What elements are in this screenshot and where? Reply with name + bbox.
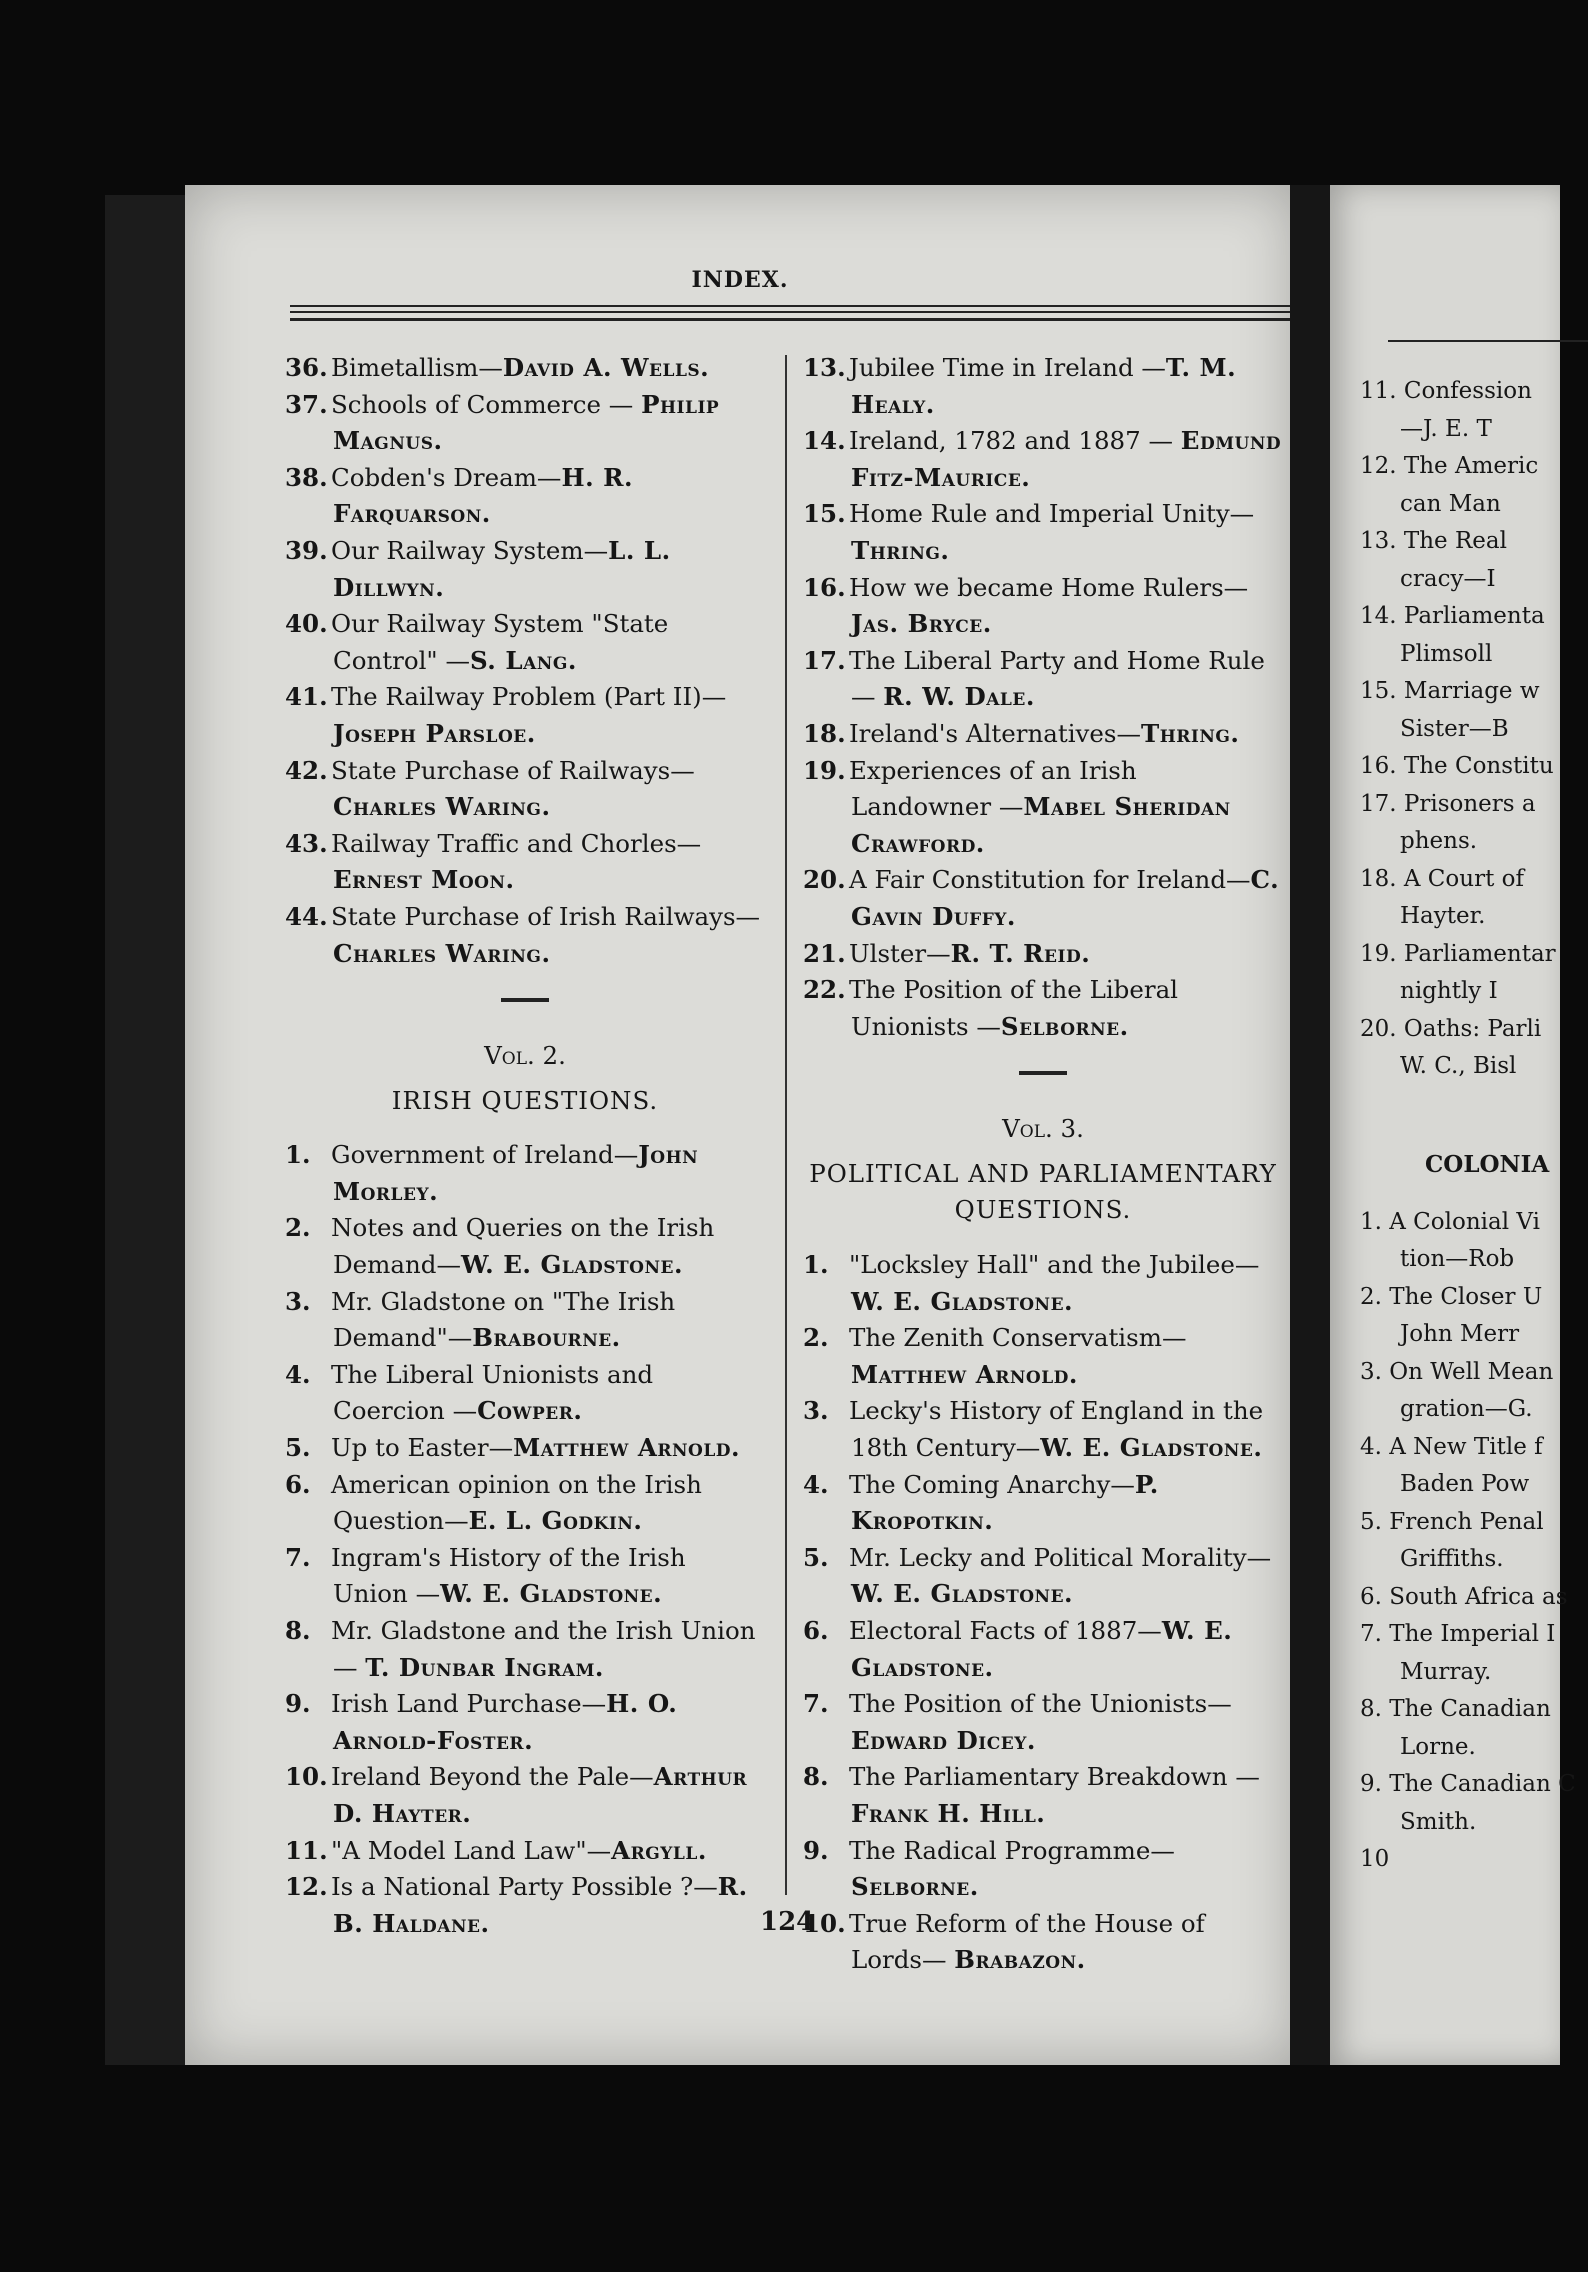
index-entry (285, 533, 765, 606)
adjacent-page-line: 12. The Americ (1360, 453, 1539, 479)
adjacent-page-line: 7. The Imperial I (1360, 1621, 1556, 1647)
index-entry (803, 716, 1283, 753)
entry-author: W. E. Gladstone. (440, 1579, 663, 1609)
entry-number: 44. (285, 901, 328, 931)
section-separator (501, 998, 549, 1002)
entry-title: Home Rule and Imperial Unity— (849, 499, 1255, 529)
entry-author: W. E. Gladstone. (851, 1616, 1233, 1682)
entry-number: 16. (803, 572, 846, 602)
index-entry (803, 1759, 1283, 1832)
entry-title: The Liberal Unionists and Coercion — (331, 1359, 654, 1426)
entry-number: 10. (803, 1908, 846, 1938)
entry-author: Selborne. (1000, 1011, 1129, 1041)
header-rule-top (290, 305, 1290, 307)
adjacent-page-line: 9. The Canadian C (1360, 1771, 1576, 1797)
entry-number: 9. (803, 1835, 829, 1865)
entry-number: 42. (285, 755, 328, 785)
index-entry (803, 570, 1283, 643)
index-entry (285, 1686, 765, 1759)
adjacent-page-line: 13. The Real (1360, 528, 1507, 554)
entry-title: True Reform of the House of Lords— (849, 1908, 1205, 1975)
entry-number: 6. (285, 1469, 311, 1499)
entry-number: 1. (285, 1140, 311, 1170)
adjacent-page-line: Hayter. (1400, 903, 1486, 929)
adjacent-page-line: Lorne. (1400, 1733, 1476, 1760)
entry-number: 7. (285, 1542, 311, 1572)
index-entry (803, 936, 1283, 973)
entry-title: The Coming Anarchy— (849, 1469, 1135, 1499)
entry-title: Up to Easter— (331, 1433, 514, 1463)
entry-title: Cobden's Dream— (331, 462, 562, 492)
vol2-heading: IRISH QUESTIONS. (391, 1085, 659, 1115)
entry-number: 3. (285, 1286, 311, 1316)
adjacent-page-line: Plimsoll (1400, 640, 1493, 667)
entry-title: Ireland, 1782 and 1887 — (849, 426, 1181, 456)
adjacent-page-line: 20. Oaths: Parli (1360, 1015, 1542, 1042)
adjacent-page-line: 11. Confession (1360, 378, 1532, 404)
adjacent-page-line: 15. Marriage w (1360, 678, 1540, 704)
index-entry (285, 1869, 765, 1942)
entry-author: Selborne. (851, 1872, 979, 1902)
entry-number: 43. (285, 828, 328, 858)
entry-number: 8. (285, 1616, 311, 1645)
adjacent-page-line: 1. A Colonial Vi (1360, 1208, 1540, 1235)
adjacent-page-line: phens. (1400, 828, 1478, 854)
adjacent-page-line: —J. E. T (1400, 415, 1492, 442)
index-entry (285, 350, 765, 387)
entry-author: Thring. (1140, 718, 1240, 748)
entry-author: Brabourne. (472, 1323, 621, 1353)
adjacent-page-fragment (1330, 185, 1576, 2065)
index-entry (803, 1247, 1283, 1320)
right-entry-list (803, 350, 1283, 1045)
entry-author: T. M. Healy. (851, 353, 1237, 419)
entry-author: R. B. Haldane. (333, 1872, 748, 1938)
entry-author: P. Kropotkin. (851, 1469, 1159, 1536)
entry-title: State Purchase of Railways— (331, 755, 695, 785)
adjacent-page-line: 2. The Closer U (1360, 1283, 1543, 1310)
vol2-label: Vol. 2. (484, 1041, 566, 1071)
entry-author: S. Lang. (469, 645, 577, 675)
index-entry (285, 753, 765, 826)
entry-title: The Position of the Unionists— (849, 1689, 1232, 1719)
adjacent-page-line: 16. The Constitu (1360, 753, 1554, 779)
index-entry (285, 899, 765, 972)
entry-author: W. E. Gladstone. (460, 1250, 684, 1280)
entry-title: Ingram's History of the Irish Union — (331, 1542, 686, 1609)
index-entry (803, 1906, 1283, 1979)
adjacent-page-line: can Man (1400, 490, 1501, 517)
entry-author: Matthew Arnold. (851, 1359, 1078, 1389)
adjacent-page-line: gration—G. (1400, 1396, 1533, 1422)
entry-title: Ireland's Alternatives— (849, 718, 1141, 748)
entry-number: 22. (803, 975, 846, 1005)
entry-title: Mr. Gladstone on "The Irish Demand"— (331, 1286, 676, 1353)
entry-author: H. O. Arnold-Foster. (333, 1689, 678, 1755)
entry-number: 21. (803, 938, 846, 968)
entry-title: The Liberal Party and Home Rule— (849, 645, 1265, 712)
entry-title: Electoral Facts of 1887— (849, 1616, 1162, 1645)
vol3-label: Vol. 3. (1002, 1114, 1084, 1144)
entry-author: Thring. (851, 535, 950, 565)
adjacent-page-line: tion—Rob (1400, 1246, 1515, 1272)
entry-number: 37. (285, 389, 328, 419)
index-page (185, 185, 1295, 2065)
entry-author: Argyll. (611, 1835, 707, 1865)
entry-author: W. E. Gladstone. (851, 1286, 1074, 1316)
entry-title: Bimetallism— (331, 353, 503, 382)
entry-number: 2. (803, 1323, 829, 1353)
entry-author: T. Dunbar Ingram. (365, 1652, 604, 1682)
index-entry (285, 1540, 765, 1613)
entry-title: Jubilee Time in Ireland — (849, 353, 1166, 382)
index-entry (803, 1467, 1283, 1540)
entry-title: Our Railway System "State Control" — (331, 609, 669, 675)
entry-number: 13. (803, 353, 846, 382)
entry-number: 38. (285, 462, 328, 492)
adjacent-page-line: 8. The Canadian (1360, 1696, 1551, 1722)
index-entry (803, 423, 1283, 496)
entry-number: 20. (803, 865, 846, 895)
entry-number: 12. (285, 1872, 328, 1902)
index-entry (803, 753, 1283, 863)
entry-title: The Radical Programme— (849, 1835, 1175, 1865)
entry-title: State Purchase of Irish Railways— (331, 901, 761, 931)
entry-number: 10. (285, 1762, 328, 1792)
index-entry (803, 1540, 1283, 1613)
entry-title: Mr. Gladstone and the Irish Union— (331, 1616, 756, 1682)
entry-title: Ireland Beyond the Pale— (331, 1762, 654, 1792)
entry-number: 6. (803, 1616, 829, 1645)
index-entry (285, 1833, 765, 1870)
entry-number: 40. (285, 609, 328, 639)
entry-author: Charles Waring. (333, 792, 551, 822)
entry-author: L. L. Dillwyn. (333, 535, 671, 602)
entry-author: H. R. Farquarson. (333, 462, 634, 529)
entry-number: 19. (803, 755, 846, 785)
adjacent-page-line: 17. Prisoners a (1360, 790, 1536, 817)
entry-author: W. E. Gladstone. (851, 1579, 1074, 1609)
adjacent-page-line: Griffiths. (1400, 1546, 1504, 1572)
entry-number: 18. (803, 718, 846, 748)
entry-author: Matthew Arnold. (513, 1433, 741, 1463)
entry-author: E. L. Godkin. (468, 1506, 643, 1536)
entry-title: Ulster— (849, 938, 951, 968)
entry-author: Ernest Moon. (333, 865, 515, 895)
adjacent-page-line: 18. A Court of (1360, 865, 1524, 892)
adjacent-page-line: COLONIA (1425, 1150, 1550, 1178)
index-entry (803, 1393, 1283, 1466)
adjacent-page-line: 10 (1360, 1846, 1390, 1872)
index-entry (803, 862, 1283, 935)
book-spine-shadow (105, 195, 187, 2065)
adjacent-page-line: Sister—B (1400, 715, 1509, 742)
index-entry (285, 1357, 765, 1430)
entry-author: Charles Waring. (333, 938, 551, 968)
entry-number: 41. (285, 682, 328, 712)
entry-author: C. Gavin Duffy. (851, 865, 1280, 931)
entry-number: 7. (803, 1689, 829, 1719)
entry-number: 9. (285, 1689, 311, 1719)
entry-number: 36. (285, 353, 328, 382)
entry-number: 4. (803, 1469, 829, 1499)
index-entry (285, 460, 765, 533)
index-entry (285, 1467, 765, 1540)
adjacent-page-line: 3. On Well Mean (1360, 1358, 1554, 1385)
index-entry (285, 1284, 765, 1357)
entry-title: Lecky's History of England in the 18th Century— (849, 1396, 1264, 1463)
entry-title: The Railway Problem (Part II)— (331, 682, 727, 712)
entry-title: Irish Land Purchase— (331, 1689, 607, 1719)
index-entry (803, 1833, 1283, 1906)
page-header: INDEX. (691, 267, 789, 293)
adjacent-page-line: Baden Pow (1400, 1471, 1530, 1497)
entry-title: Our Railway System— (331, 535, 609, 565)
adjacent-page-line: 19. Parliamentar (1360, 940, 1556, 967)
index-entry (285, 1430, 765, 1467)
index-entry (803, 350, 1283, 423)
adjacent-page-line: 6. South Africa as (1360, 1583, 1568, 1610)
column-divider (785, 355, 787, 1895)
entry-author: Edmund Fitz-Maurice. (851, 426, 1282, 492)
vol2-entry-list (285, 1137, 765, 1942)
adjacent-page-rule (1388, 340, 1588, 342)
entry-author: R. W. Dale. (883, 682, 1035, 712)
entry-number: 14. (803, 426, 846, 456)
entry-title: Mr. Lecky and Political Morality— (849, 1542, 1272, 1572)
left-column (285, 350, 765, 1942)
entry-author: W. E. Gladstone. (1040, 1433, 1263, 1463)
adjacent-page-line: 5. French Penal (1360, 1508, 1544, 1535)
vol3-heading: POLITICAL AND PARLIAMENTARY QUESTIONS. (809, 1158, 1277, 1225)
index-entry (285, 1137, 765, 1210)
index-entry (803, 496, 1283, 569)
entry-title: The Position of the Liberal Unionists — (849, 975, 1179, 1041)
entry-author: Jas. Bryce. (851, 609, 992, 639)
index-entry (285, 606, 765, 679)
adjacent-page-line: 14. Parliamenta (1360, 603, 1545, 629)
header-rule-bottom (290, 318, 1290, 321)
adjacent-page-line: Smith. (1400, 1808, 1477, 1835)
header-rule-middle (290, 311, 1290, 313)
entry-number: 3. (803, 1396, 829, 1426)
index-entry (285, 826, 765, 899)
entry-author: Joseph Parsloe. (333, 718, 536, 748)
index-entry (285, 1613, 765, 1686)
entry-title: Is a National Party Possible ?— (331, 1872, 718, 1902)
adjacent-page-line: cracy—I (1400, 565, 1496, 592)
left-entry-list (285, 350, 765, 972)
entry-title: A Fair Constitution for Ireland— (849, 865, 1251, 895)
entry-author: Edward Dicey. (851, 1725, 1036, 1755)
entry-title: How we became Home Rulers— (849, 572, 1249, 602)
adjacent-page-line: W. C., Bisl (1400, 1053, 1517, 1079)
entry-author: Mabel Sheridan Crawford. (851, 792, 1231, 858)
entry-title: American opinion on the Irish Question— (331, 1469, 702, 1536)
entry-title: Schools of Commerce — (331, 389, 642, 419)
index-entry (285, 387, 765, 460)
entry-title: The Zenith Conservatism— (849, 1323, 1187, 1353)
entry-number: 1. (803, 1250, 829, 1280)
entry-author: Frank H. Hill. (851, 1798, 1046, 1828)
index-entry (285, 679, 765, 752)
entry-author: Brabazon. (954, 1945, 1086, 1975)
index-entry (803, 972, 1283, 1045)
entry-number: 11. (285, 1835, 328, 1865)
entry-number: 4. (285, 1359, 311, 1389)
entry-number: 2. (285, 1213, 311, 1243)
page-number: 124 (760, 1907, 815, 1937)
entry-number: 15. (803, 499, 846, 529)
index-entry (285, 1210, 765, 1283)
entry-title: Government of Ireland— (331, 1140, 639, 1170)
page-gutter (1290, 185, 1332, 2065)
entry-title: "A Model Land Law"— (331, 1835, 612, 1865)
right-column (803, 350, 1283, 1979)
index-entry (803, 1613, 1283, 1686)
adjacent-page-line: nightly I (1400, 978, 1498, 1004)
entry-author: R. T. Reid. (950, 938, 1091, 968)
adjacent-page-line: Murray. (1400, 1658, 1492, 1685)
adjacent-page-line: 4. A New Title f (1360, 1433, 1543, 1460)
section-separator (1019, 1071, 1067, 1075)
entry-author: Arthur D. Hayter. (333, 1762, 748, 1828)
adjacent-page-line: John Merr (1400, 1321, 1520, 1347)
index-entry (803, 643, 1283, 716)
entry-author: Cowper. (477, 1396, 583, 1426)
entry-number: 17. (803, 645, 846, 675)
entry-author: David A. Wells. (502, 353, 710, 382)
entry-author: Philip Magnus. (333, 389, 720, 456)
entry-title: The Parliamentary Breakdown — (849, 1762, 1260, 1792)
entry-title: Railway Traffic and Chorles— (331, 828, 702, 858)
index-entry (803, 1686, 1283, 1759)
index-entry (803, 1320, 1283, 1393)
entry-number: 8. (803, 1762, 829, 1792)
entry-number: 39. (285, 535, 328, 565)
entry-author: John Morley. (333, 1140, 699, 1206)
entry-number: 5. (803, 1542, 829, 1572)
index-entry (285, 1759, 765, 1832)
vol3-entry-list (803, 1247, 1283, 1979)
entry-title: Notes and Queries on the Irish Demand— (331, 1213, 715, 1280)
entry-title: Experiences of an Irish Landowner — (849, 755, 1137, 822)
entry-number: 5. (285, 1433, 311, 1463)
entry-title: "Locksley Hall" and the Jubilee— (849, 1250, 1260, 1280)
